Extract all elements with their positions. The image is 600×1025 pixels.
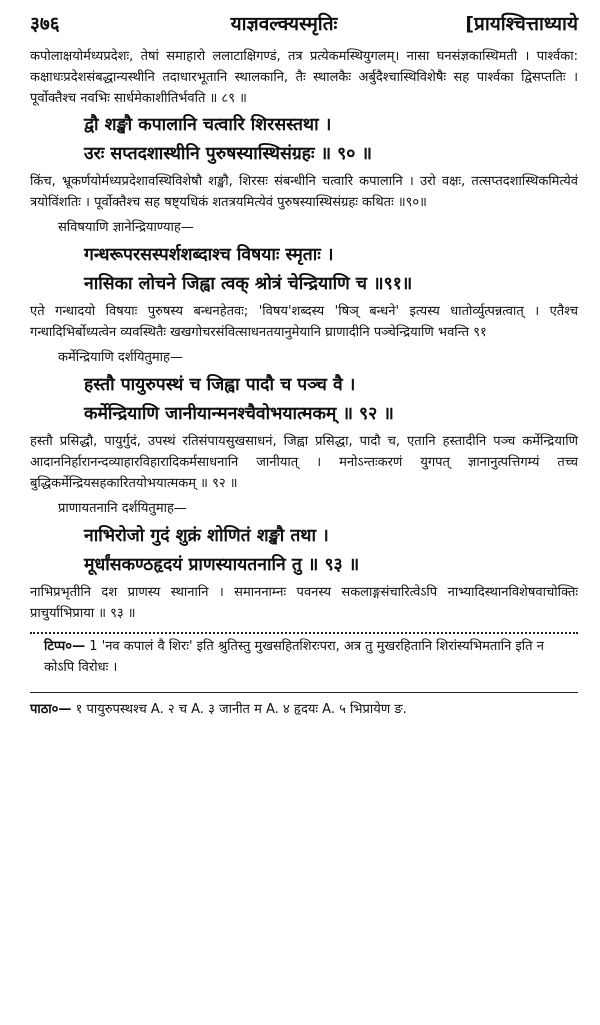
commentary-93: नाभिप्रभृतीनि दश प्राणस्य स्थानानि । समाननाम्नः पवनस्य सकलाङ्गसंचारित्वेऽपि नाभ्यादिस्थानविशेषवाचोक्तिः प्राचुर्याभिप्राया ॥ ९३ ॥: [30, 585, 578, 621]
running-title: याज्ञवल्क्यस्मृतिः: [230, 13, 338, 35]
tippani-note: [30, 636, 578, 678]
section-divider: [30, 632, 578, 634]
tippani-text: 1 'नव कपालं वै शिरः' इति श्रुतिस्तु मुखसहितशिरःपरा, अत्र तु मुखरहितानि शिरांस्यभिमतानि इति न कोऽपि विरोधः ।: [44, 639, 544, 675]
verse-92: [30, 371, 578, 429]
verse-line: नासिका लोचने जिह्वा त्वक् श्रोत्रं चेन्द्रियाणि च ॥९१॥: [84, 274, 413, 294]
variant-readings: [30, 699, 578, 721]
commentary-92: हस्तौ प्रसिद्धौ, पायुर्गुदं, उपस्थं रतिसंपायसुखसाधनं, जिह्वा प्रसिद्धा, पादौ च, एतानि हस्तादीनि पञ्च कर्मेन्द्रियाणि आदाननिर्हारानन्दव्याहारविहारादिकर्मसाधनानि जानीयात् । मनोऽन्तःकरणं युगपत् ज्ञानानुत्पत्तिगम्यं तच्च बुद्धिकर्मेन्द्रियसहकारितयोभयात्मकम् ॥ ९२ ॥: [30, 434, 578, 491]
commentary-91: एते गन्धादयो विषयाः पुरुषस्य बन्धनहेतवः; 'विषय'शब्दस्य 'षिञ् बन्धने' इत्यस्य धातोर्व्युत्पन्नत्वात् । एतैश्च गन्धादिभिर्बोध्यत्वेन व्यवस्थितैः खखगोचरसंवित्साधनतयानुमेयानि घ्राणादीनि पञ्चेन्द्रियाणि भवन्ति ९१: [30, 304, 578, 340]
page-number: ३७६: [30, 13, 60, 35]
verse-line: द्वौ शङ्खौ कपालानि चत्वारि शिरसस्तथा ।: [84, 115, 332, 135]
tippani-label: टिप्प०—: [44, 639, 86, 654]
pathantara-label: पाठा०—: [30, 702, 72, 717]
verse-intro-91: सविषयाणि ज्ञानेन्द्रियाण्याह—: [58, 220, 194, 235]
verse-line: उरः सप्तदशास्थीनि पुरुषस्यास्थिसंग्रहः ॥ ९० ॥: [84, 144, 372, 164]
chapter-title: [प्रायश्चित्ताध्याये: [465, 13, 578, 35]
commentary-90: किंच, भ्रूकर्णयोर्मध्यप्रदेशावस्थिविशेषौ शङ्खौ, शिरसः संबन्धीनि चत्वारि कपालानि । उरो वक्षः, तत्सप्तदशास्थिकमित्येवं त्रयोविंशतिः । पूर्वोक्तैश्च सह षष्ट्यधिकं शतत्रयमित्येवं पुरुषस्यास्थिसंग्रहः कथितः ॥९०॥: [30, 174, 578, 210]
verse-91: [30, 241, 578, 299]
pathantara-text: १ पायुरुपस्थश्च A. २ च A. ३ जानीत म A. ४ हृदयः A. ५ भिप्रायेण ङ.: [75, 702, 407, 717]
verse-line: गन्धरूपरसस्पर्शशब्दाश्च विषयाः स्मृताः ।: [84, 245, 334, 265]
verse-intro-93: प्राणायतनानि दर्शयितुमाह—: [58, 501, 187, 516]
verse-line: मूर्धांसकण्ठहृदयं प्राणस्यायतनानि तु ॥ ९३ ॥: [84, 555, 360, 575]
verse-line: हस्तौ पायुरुपस्थं च जिह्वा पादौ च पञ्च वै ।: [84, 375, 356, 395]
commentary-89: कपोलाक्षयोर्मध्यप्रदेशः, तेषां समाहारो ललाटाक्षिगण्डं, तत्र प्रत्येकमस्थियुगलम्। नासा घनसंज्ञकास्थिमती । पार्श्वका: कक्षाधःप्रदेशसंबद्धान्यस्थीनि तदाधारभूतानि स्थालकानि, तैः स्थालकैः अर्बुदैश्चास्थिविशेषैः सह पार्श्वका द्विसप्ततिः । पूर्वोक्तैश्च नवभिः सार्धमेकाशीतिर्भवति ॥ ८९ ॥: [30, 49, 578, 106]
page-header: [30, 10, 578, 46]
footnote-rule: [30, 692, 578, 693]
verse-line: नाभिरोजो गुदं शुक्रं शोणितं शङ्खौ तथा ।: [84, 526, 329, 546]
verse-90: [30, 111, 578, 169]
verse-93: [30, 522, 578, 580]
verse-intro-92: कर्मेन्द्रियाणि दर्शयितुमाह—: [58, 350, 183, 365]
verse-line: कर्मेन्द्रियाणि जानीयान्मनश्चैवोभयात्मकम् ॥ ९२ ॥: [84, 404, 394, 424]
